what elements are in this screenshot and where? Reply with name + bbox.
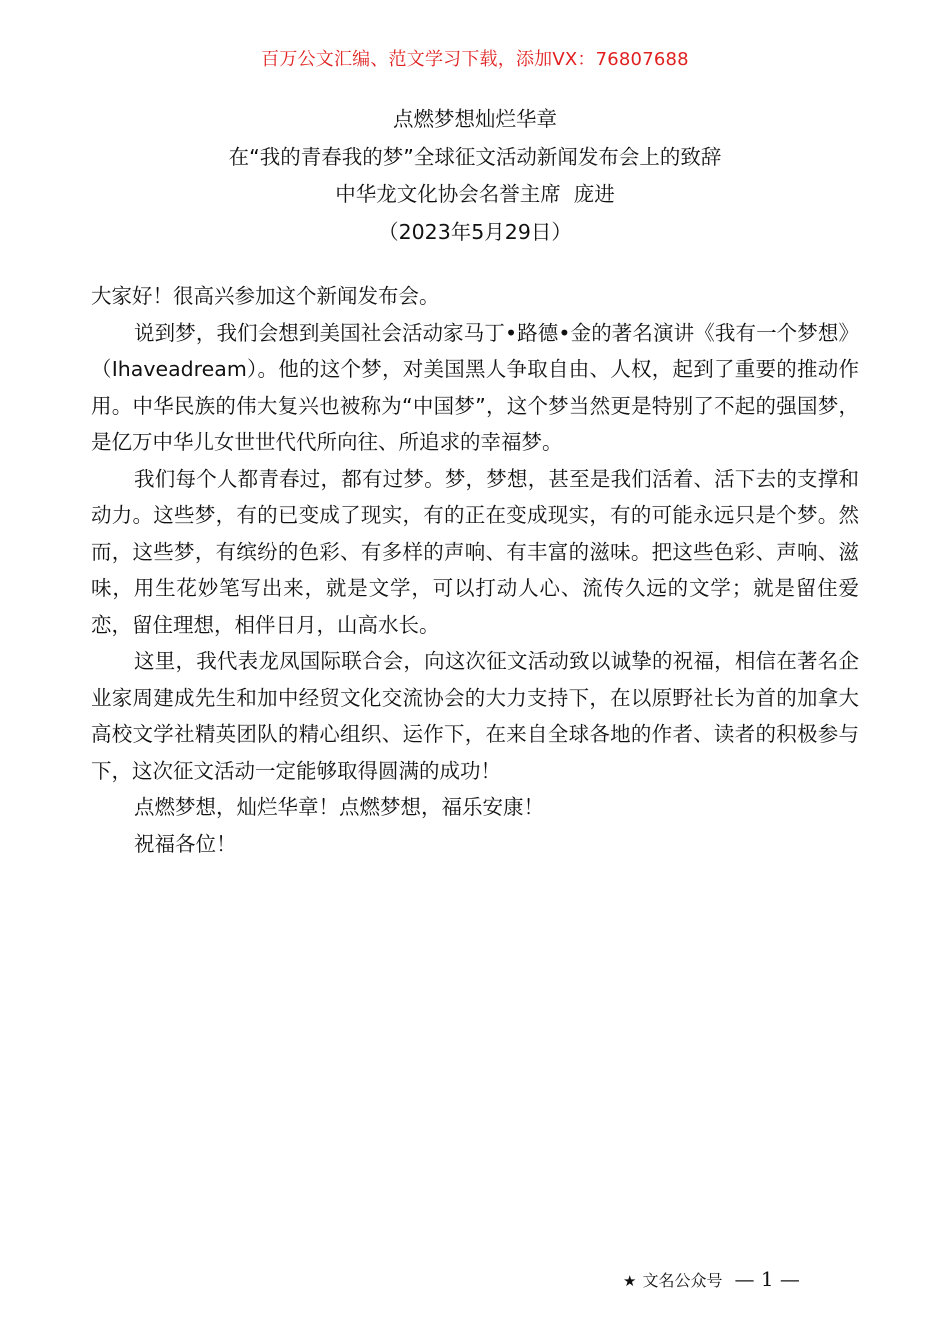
- page-number: — 1 —: [734, 1267, 800, 1291]
- paragraph-greeting: 大家好！很高兴参加这个新闻发布会。: [91, 284, 440, 308]
- footer-label: 文名公众号: [642, 1271, 723, 1290]
- page-footer: [623, 1266, 800, 1294]
- star-icon: ★: [623, 1272, 637, 1290]
- author-line: 中华龙文化协会名誉主席 庞进: [335, 182, 615, 206]
- paragraph-dream: 说到梦，我们会想到美国社会活动家马丁•路德•金的著名演讲《我有一个梦想》（Ihaveadream）。他的这个梦，对美国黑人争取自由、人权，起到了重要的推动作用。中华民族的伟大复兴也被称为“中国梦”，这个梦当然更是特别了不起的强国梦，是亿万中华儿女世世代代所向往、所追求的幸福梦。: [91, 320, 859, 454]
- speech-body: [91, 278, 859, 862]
- paragraph-blessing: 这里，我代表龙凤国际联合会，向这次征文活动致以诚挚的祝福，相信在著名企业家周建成先生和加中经贸文化交流协会的大力支持下，在以原野社长为首的加拿大高校文学社精英团队的精心组织、运作下，在来自全球各地的作者、读者的积极参与下，这次征文活动一定能够取得圆满的成功！: [91, 649, 859, 783]
- document-subtitle: 在“我的青春我的梦”全球征文活动新闻发布会上的致辞: [228, 144, 722, 169]
- paragraph-closing: 祝福各位！: [134, 831, 237, 856]
- document-title: 点燃梦想灿烂华章: [393, 107, 557, 131]
- paragraph-youth: 我们每个人都青春过，都有过梦。梦，梦想，甚至是我们活着、活下去的支撑和动力。这些梦，有的已变成了现实，有的正在变成现实，有的可能永远只是个梦。然而，这些梦，有缤纷的色彩、有多样的声响、有丰富的滋味。把这些色彩、声响、滋味，用生花妙笔写出来，就是文学，可以打动人心、流传久远的文学；就是留住爱恋，留住理想，相伴日月，山高水长。: [91, 466, 859, 637]
- title-block: [0, 101, 950, 251]
- paragraph-slogan: 点燃梦想，灿烂华章！点燃梦想，福乐安康！: [134, 795, 545, 819]
- date-line: （2023年5月29日）: [378, 219, 572, 244]
- header-banner: 百万公文汇编、范文学习下载，添加VX：76807688: [261, 49, 689, 70]
